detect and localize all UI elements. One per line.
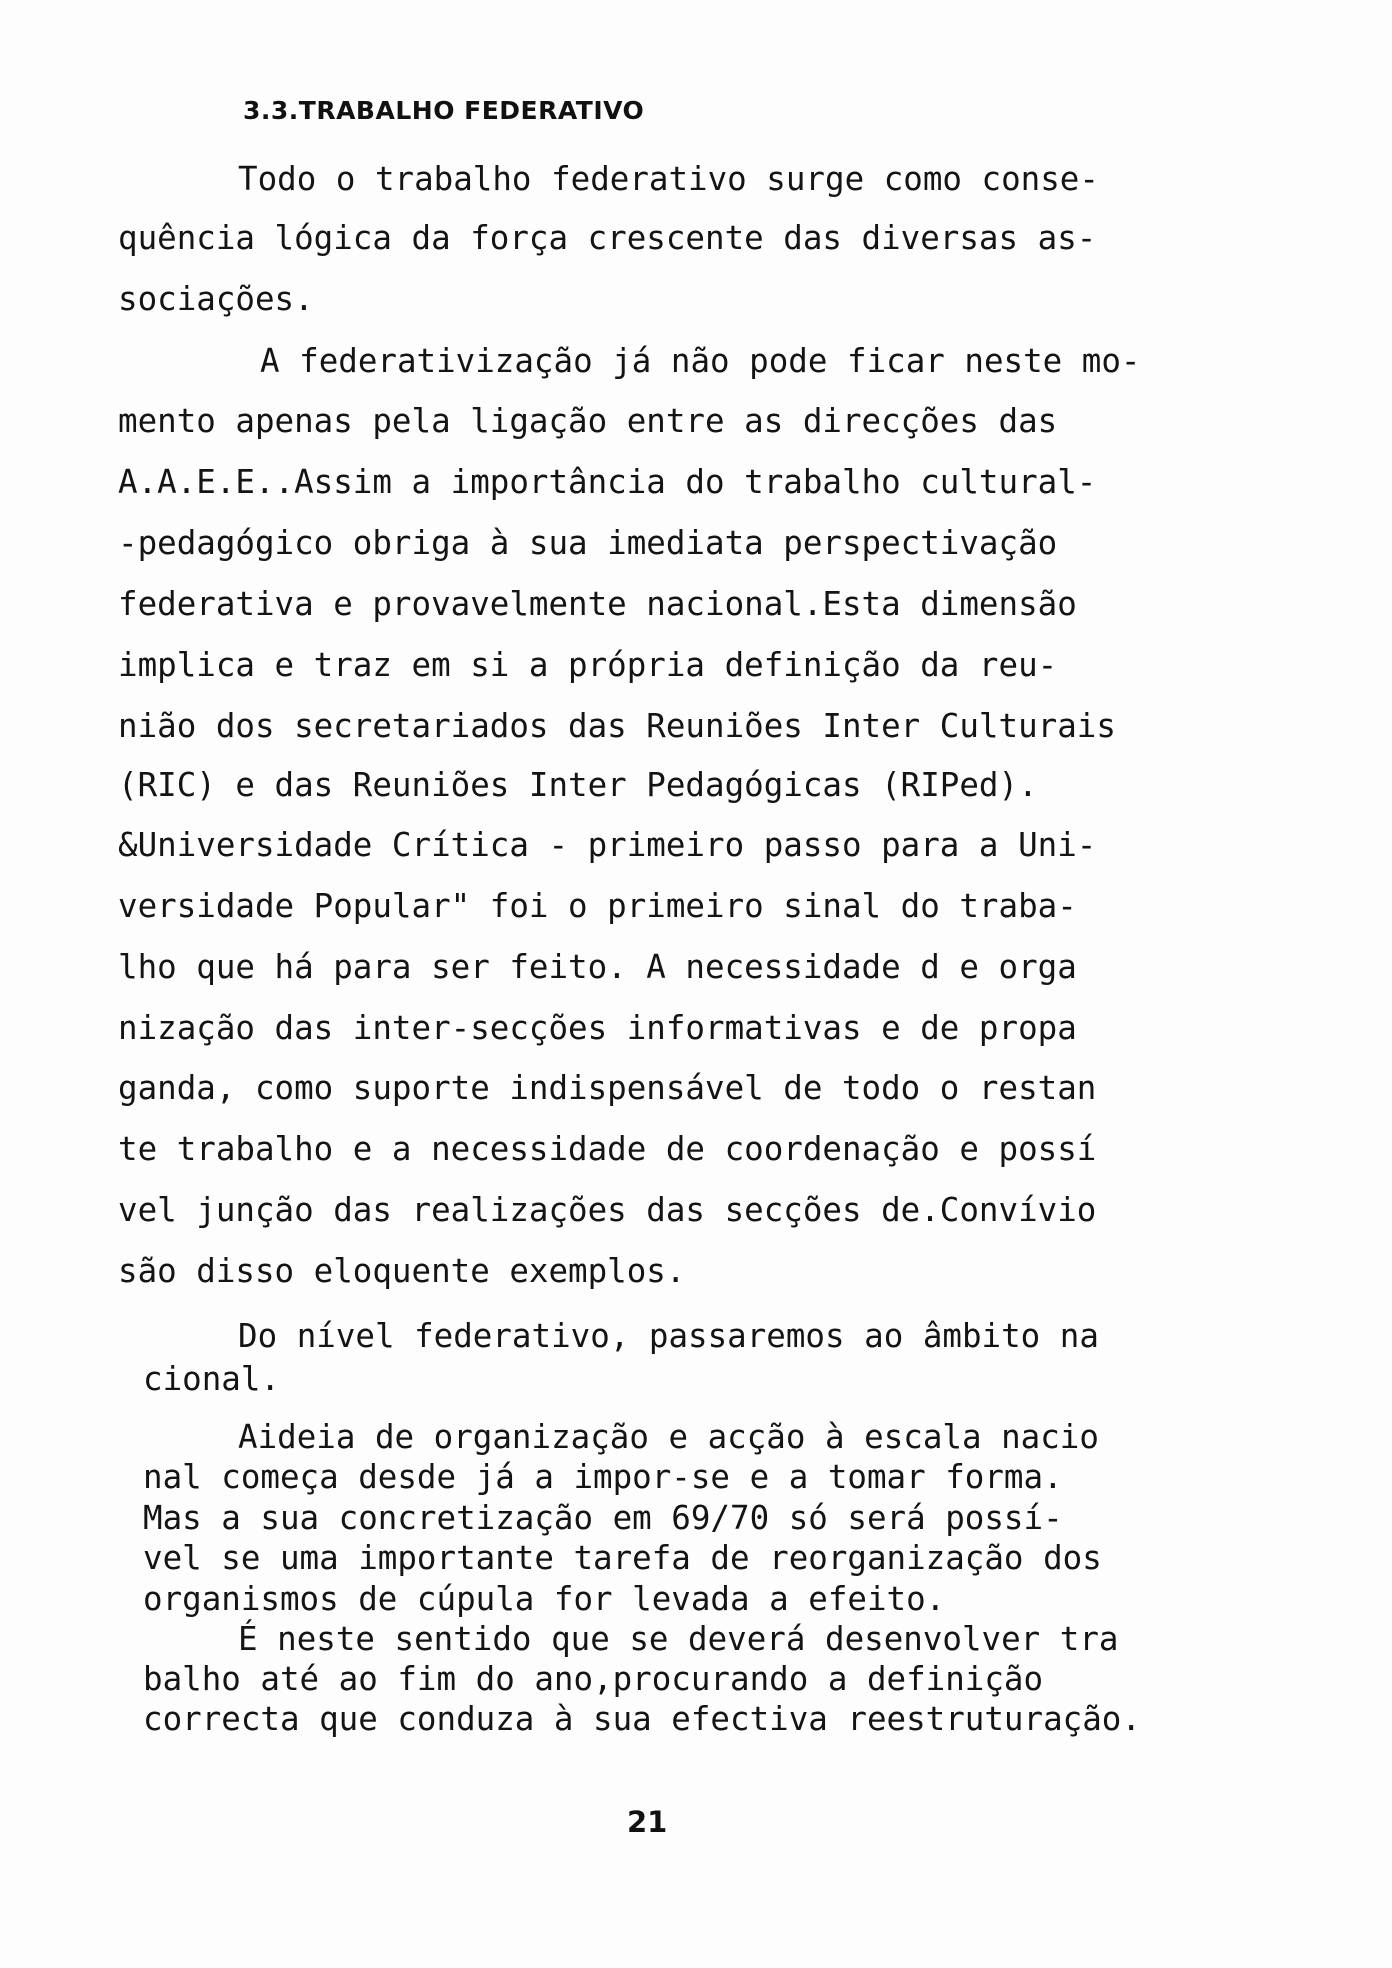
text-line: É neste sentido que se deverá desenvolver tra: [238, 1620, 1119, 1658]
text-line: balho até ao fim do ano,procurando a definição: [143, 1660, 1044, 1698]
text-line: nião dos secretariados das Reuniões Inter Culturais: [118, 707, 1116, 745]
text-line: nal começa desde já a impor-se e a tomar forma.: [143, 1458, 1063, 1496]
text-line: A federativização já não pode ficar neste mo-: [260, 342, 1141, 380]
text-line: &Universidade Crítica - primeiro passo para a Uni-: [118, 826, 1097, 864]
text-line: versidade Popular" foi o primeiro sinal do traba-: [118, 887, 1077, 925]
text-line: ganda, como suporte indispensável de todo o restan: [118, 1069, 1097, 1107]
text-line: Aideia de organização e acção à escala nacio: [238, 1418, 1099, 1456]
text-line: são disso eloquente exemplos.: [118, 1252, 686, 1290]
text-line: organismos de cúpula for levada a efeito.: [143, 1580, 946, 1618]
text-line: correcta que conduza à sua efectiva reestruturação.: [143, 1700, 1141, 1738]
text-line: vel junção das realizações das secções de.Convívio: [118, 1191, 1097, 1229]
text-line: A.A.E.E..Assim a importância do trabalho cultural-: [118, 463, 1097, 501]
text-line: mento apenas pela ligação entre as direcções das: [118, 402, 1058, 440]
text-line: sociações.: [118, 280, 314, 318]
text-line: implica e traz em si a própria definição da reu-: [118, 646, 1058, 684]
text-line: vel se uma importante tarefa de reorganização dos: [143, 1539, 1102, 1577]
text-line: federativa e provavelmente nacional.Esta dimensão: [118, 585, 1077, 623]
text-line: nização das inter-secções informativas e de propa: [118, 1009, 1077, 1047]
text-line: Mas a sua concretização em 69/70 só será possí-: [143, 1499, 1063, 1537]
section-heading: 3.3.TRABALHO FEDERATIVO: [243, 96, 645, 125]
text-line: lho que há para ser feito. A necessidade d e orga: [118, 948, 1077, 986]
text-line: quência lógica da força crescente das diversas as-: [118, 219, 1097, 257]
text-line: Do nível federativo, passaremos ao âmbito na: [238, 1317, 1099, 1355]
page-number: 21: [627, 1805, 668, 1839]
text-line: cional.: [143, 1360, 280, 1398]
text-line: te trabalho e a necessidade de coordenação e possí: [118, 1130, 1097, 1168]
text-line: -pedagógico obriga à sua imediata perspectivação: [118, 524, 1058, 562]
text-line: Todo o trabalho federativo surge como conse-: [238, 160, 1099, 198]
text-line: (RIC) e das Reuniões Inter Pedagógicas (RIPed).: [118, 766, 1038, 804]
